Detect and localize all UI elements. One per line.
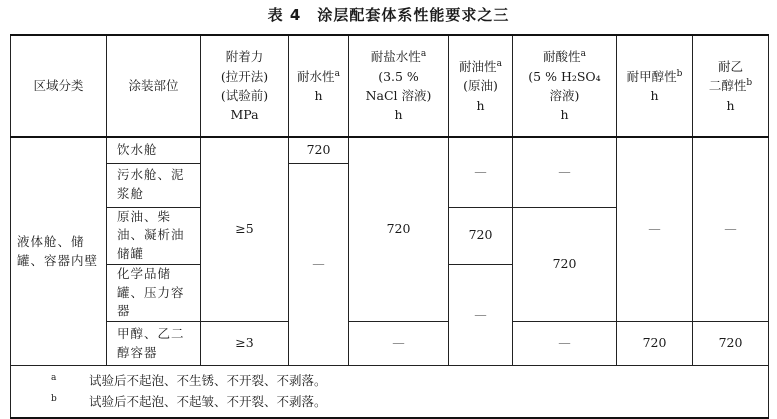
oil-dash-cell: —: [449, 137, 513, 207]
header-adhesion: 附着力 (拉开法) (试验前) MPa: [201, 35, 289, 137]
header-salt: 耐盐水性$^a$ (3.5 % NaCl 溶液) h: [349, 35, 449, 137]
part-cell: 污水舱、泥浆舱: [107, 163, 201, 207]
methanol-dash-cell: —: [617, 137, 693, 322]
glycol-last-cell: 720: [693, 322, 769, 366]
table-row: [11, 137, 769, 163]
acid-dash-cell: —: [513, 137, 617, 207]
table-row: [11, 322, 769, 366]
part-cell: 化学品储罐、压力容器: [107, 264, 201, 321]
header-methanol: 耐甲醇性$^b$ h: [617, 35, 693, 137]
oil-main-cell: 720: [449, 207, 513, 264]
footnote-a: a 试验后不起泡、不生锈、不开裂、不剥落。: [51, 372, 327, 388]
part-cell: 原油、柴油、凝析油储罐: [107, 207, 201, 264]
footnotes: [11, 366, 769, 418]
table-title: 表 4 涂层配套体系性能要求之三: [267, 6, 510, 24]
header-acid: 耐酸性$^a$ (5 % H₂SO₄ 溶液) h: [513, 35, 617, 137]
part-cell: 甲醇、乙二醇容器: [107, 322, 201, 366]
acid-dash-cell-2: —: [513, 322, 617, 366]
header-part: 涂装部位: [107, 35, 201, 137]
water-drink-cell: 720: [289, 137, 349, 163]
glycol-dash-cell: —: [693, 137, 769, 322]
footnote-b: b 试验后不起泡、不起皱、不开裂、不剥落。: [51, 394, 327, 410]
adhesion-main-cell: ≥5: [201, 137, 289, 322]
part-cell: 饮水舱: [107, 137, 201, 163]
notes-row: [11, 366, 769, 418]
zone-cell: 液体舱、储罐、容器内壁: [11, 137, 107, 366]
acid-main-cell: 720: [513, 207, 617, 322]
salt-dash-cell: —: [349, 322, 449, 366]
methanol-last-cell: 720: [617, 322, 693, 366]
water-dash-cell: —: [289, 163, 349, 366]
header-glycol: 耐乙 二醇性$^b$ h: [693, 35, 769, 137]
header-water: 耐水性$^a$ h: [289, 35, 349, 137]
adhesion-last-cell: ≥3: [201, 322, 289, 366]
oil-dash-cell-2: —: [449, 264, 513, 365]
header-oil: 耐油性$^a$ (原油) h: [449, 35, 513, 137]
performance-table: [10, 34, 769, 419]
salt-main-cell: 720: [349, 137, 449, 322]
header-zone: 区域分类: [11, 35, 107, 137]
